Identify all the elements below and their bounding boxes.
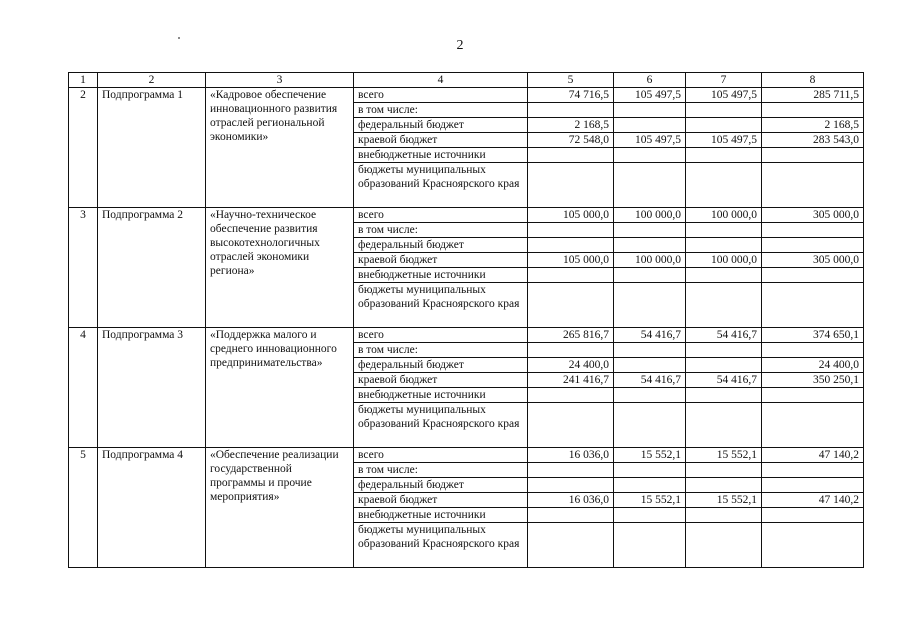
header-cell: 1 xyxy=(69,73,98,88)
value-cell-col8 xyxy=(762,478,864,493)
value-cell-col7: 105 497,5 xyxy=(686,133,762,148)
value-cell-col8 xyxy=(762,148,864,163)
value-cell-col7 xyxy=(686,238,762,253)
value-cell-col7: 15 552,1 xyxy=(686,493,762,508)
value-cell-col8 xyxy=(762,343,864,358)
value-cell-col8: 24 400,0 xyxy=(762,358,864,373)
scan-speck xyxy=(178,37,180,39)
value-cell-col8 xyxy=(762,163,864,208)
header-cell: 2 xyxy=(98,73,206,88)
value-cell-col5: 105 000,0 xyxy=(528,208,614,223)
value-cell-col8 xyxy=(762,103,864,118)
value-cell-col7: 105 497,5 xyxy=(686,88,762,103)
value-cell-col7 xyxy=(686,403,762,448)
funding-source-cell: краевой бюджет xyxy=(354,253,528,268)
value-cell-col7 xyxy=(686,223,762,238)
value-cell-col7: 54 416,7 xyxy=(686,373,762,388)
value-cell-col7 xyxy=(686,523,762,568)
value-cell-col8 xyxy=(762,523,864,568)
subprogram-title-cell: «Поддержка малого и среднего инновационного предпринимательства» xyxy=(206,328,354,448)
header-cell: 7 xyxy=(686,73,762,88)
value-cell-col5: 74 716,5 xyxy=(528,88,614,103)
value-cell-col6 xyxy=(614,523,686,568)
subprogram-title-cell: «Обеспечение реализации государственной программы и прочие мероприятия» xyxy=(206,448,354,568)
funding-source-cell: внебюджетные источники xyxy=(354,268,528,283)
value-cell-col5 xyxy=(528,403,614,448)
value-cell-col8 xyxy=(762,508,864,523)
header-cell: 8 xyxy=(762,73,864,88)
row-number-cell: 2 xyxy=(69,88,98,208)
value-cell-col8 xyxy=(762,268,864,283)
funding-source-cell: всего xyxy=(354,448,528,463)
value-cell-col8: 305 000,0 xyxy=(762,253,864,268)
value-cell-col8 xyxy=(762,463,864,478)
funding-source-cell: бюджеты муниципальных образований Красноярского края xyxy=(354,163,528,208)
value-cell-col5 xyxy=(528,238,614,253)
value-cell-col6: 100 000,0 xyxy=(614,253,686,268)
value-cell-col6 xyxy=(614,223,686,238)
funding-source-cell: в том числе: xyxy=(354,343,528,358)
value-cell-col7 xyxy=(686,283,762,328)
value-cell-col5 xyxy=(528,508,614,523)
subprogram-title-cell: «Кадровое обеспечение инновационного развития отраслей региональной экономики» xyxy=(206,88,354,208)
subprogram-cell: Подпрограмма 2 xyxy=(98,208,206,328)
funding-source-cell: внебюджетные источники xyxy=(354,388,528,403)
value-cell-col6 xyxy=(614,343,686,358)
value-cell-col6 xyxy=(614,358,686,373)
value-cell-col8: 283 543,0 xyxy=(762,133,864,148)
value-cell-col8 xyxy=(762,238,864,253)
value-cell-col7 xyxy=(686,508,762,523)
value-cell-col5: 72 548,0 xyxy=(528,133,614,148)
value-cell-col8 xyxy=(762,403,864,448)
value-cell-col7 xyxy=(686,148,762,163)
value-cell-col6 xyxy=(614,388,686,403)
value-cell-col7 xyxy=(686,343,762,358)
value-cell-col6: 105 497,5 xyxy=(614,133,686,148)
value-cell-col6: 54 416,7 xyxy=(614,373,686,388)
value-cell-col7 xyxy=(686,358,762,373)
page-number: 2 xyxy=(456,38,464,53)
value-cell-col8 xyxy=(762,388,864,403)
funding-source-cell: в том числе: xyxy=(354,223,528,238)
funding-source-cell: федеральный бюджет xyxy=(354,118,528,133)
row-number-cell: 4 xyxy=(69,328,98,448)
budget-table xyxy=(68,72,864,568)
value-cell-col6: 15 552,1 xyxy=(614,448,686,463)
header-cell: 6 xyxy=(614,73,686,88)
funding-source-cell: бюджеты муниципальных образований Красноярского края xyxy=(354,523,528,568)
value-cell-col5: 265 816,7 xyxy=(528,328,614,343)
table-row xyxy=(69,88,864,103)
value-cell-col6 xyxy=(614,268,686,283)
value-cell-col7 xyxy=(686,478,762,493)
value-cell-col5: 16 036,0 xyxy=(528,493,614,508)
table-row xyxy=(69,328,864,343)
header-cell: 5 xyxy=(528,73,614,88)
funding-source-cell: всего xyxy=(354,88,528,103)
funding-source-cell: федеральный бюджет xyxy=(354,358,528,373)
value-cell-col5 xyxy=(528,283,614,328)
value-cell-col7 xyxy=(686,388,762,403)
value-cell-col8: 374 650,1 xyxy=(762,328,864,343)
value-cell-col6 xyxy=(614,238,686,253)
value-cell-col5 xyxy=(528,268,614,283)
header-cell: 4 xyxy=(354,73,528,88)
header-cell: 3 xyxy=(206,73,354,88)
table-body xyxy=(69,88,864,568)
row-number-cell: 3 xyxy=(69,208,98,328)
value-cell-col6 xyxy=(614,508,686,523)
table-row xyxy=(69,448,864,463)
value-cell-col5 xyxy=(528,523,614,568)
value-cell-col5 xyxy=(528,163,614,208)
value-cell-col7 xyxy=(686,103,762,118)
subprogram-title-cell: «Научно-техническое обеспечение развития высокотехнологичных отраслей экономики региона» xyxy=(206,208,354,328)
header-row xyxy=(69,73,864,88)
funding-source-cell: краевой бюджет xyxy=(354,133,528,148)
value-cell-col6 xyxy=(614,403,686,448)
value-cell-col8: 350 250,1 xyxy=(762,373,864,388)
value-cell-col8: 47 140,2 xyxy=(762,493,864,508)
funding-source-cell: внебюджетные источники xyxy=(354,508,528,523)
funding-source-cell: всего xyxy=(354,328,528,343)
subprogram-cell: Подпрограмма 1 xyxy=(98,88,206,208)
value-cell-col6: 100 000,0 xyxy=(614,208,686,223)
funding-source-cell: бюджеты муниципальных образований Красноярского края xyxy=(354,283,528,328)
value-cell-col8 xyxy=(762,223,864,238)
value-cell-col5: 16 036,0 xyxy=(528,448,614,463)
value-cell-col6 xyxy=(614,283,686,328)
funding-source-cell: краевой бюджет xyxy=(354,493,528,508)
funding-source-cell: бюджеты муниципальных образований Красноярского края xyxy=(354,403,528,448)
funding-source-cell: внебюджетные источники xyxy=(354,148,528,163)
value-cell-col6 xyxy=(614,163,686,208)
subprogram-cell: Подпрограмма 3 xyxy=(98,328,206,448)
funding-source-cell: всего xyxy=(354,208,528,223)
value-cell-col6: 105 497,5 xyxy=(614,88,686,103)
value-cell-col5: 105 000,0 xyxy=(528,253,614,268)
value-cell-col8: 305 000,0 xyxy=(762,208,864,223)
value-cell-col7 xyxy=(686,118,762,133)
value-cell-col7: 54 416,7 xyxy=(686,328,762,343)
value-cell-col7: 100 000,0 xyxy=(686,253,762,268)
subprogram-cell: Подпрограмма 4 xyxy=(98,448,206,568)
value-cell-col5 xyxy=(528,478,614,493)
value-cell-col8: 47 140,2 xyxy=(762,448,864,463)
value-cell-col6 xyxy=(614,148,686,163)
value-cell-col5 xyxy=(528,388,614,403)
value-cell-col7 xyxy=(686,463,762,478)
table-row xyxy=(69,208,864,223)
row-number-cell: 5 xyxy=(69,448,98,568)
value-cell-col5 xyxy=(528,463,614,478)
value-cell-col5 xyxy=(528,223,614,238)
value-cell-col7 xyxy=(686,163,762,208)
value-cell-col5 xyxy=(528,148,614,163)
value-cell-col5: 241 416,7 xyxy=(528,373,614,388)
value-cell-col5 xyxy=(528,103,614,118)
value-cell-col8: 285 711,5 xyxy=(762,88,864,103)
value-cell-col6 xyxy=(614,478,686,493)
value-cell-col8: 2 168,5 xyxy=(762,118,864,133)
value-cell-col8 xyxy=(762,283,864,328)
value-cell-col6 xyxy=(614,118,686,133)
value-cell-col6: 54 416,7 xyxy=(614,328,686,343)
value-cell-col5 xyxy=(528,343,614,358)
value-cell-col7: 15 552,1 xyxy=(686,448,762,463)
value-cell-col7 xyxy=(686,268,762,283)
funding-source-cell: федеральный бюджет xyxy=(354,238,528,253)
value-cell-col6 xyxy=(614,103,686,118)
funding-source-cell: в том числе: xyxy=(354,103,528,118)
funding-source-cell: краевой бюджет xyxy=(354,373,528,388)
value-cell-col6 xyxy=(614,463,686,478)
value-cell-col5: 24 400,0 xyxy=(528,358,614,373)
funding-source-cell: федеральный бюджет xyxy=(354,478,528,493)
funding-source-cell: в том числе: xyxy=(354,463,528,478)
value-cell-col6: 15 552,1 xyxy=(614,493,686,508)
value-cell-col5: 2 168,5 xyxy=(528,118,614,133)
value-cell-col7: 100 000,0 xyxy=(686,208,762,223)
